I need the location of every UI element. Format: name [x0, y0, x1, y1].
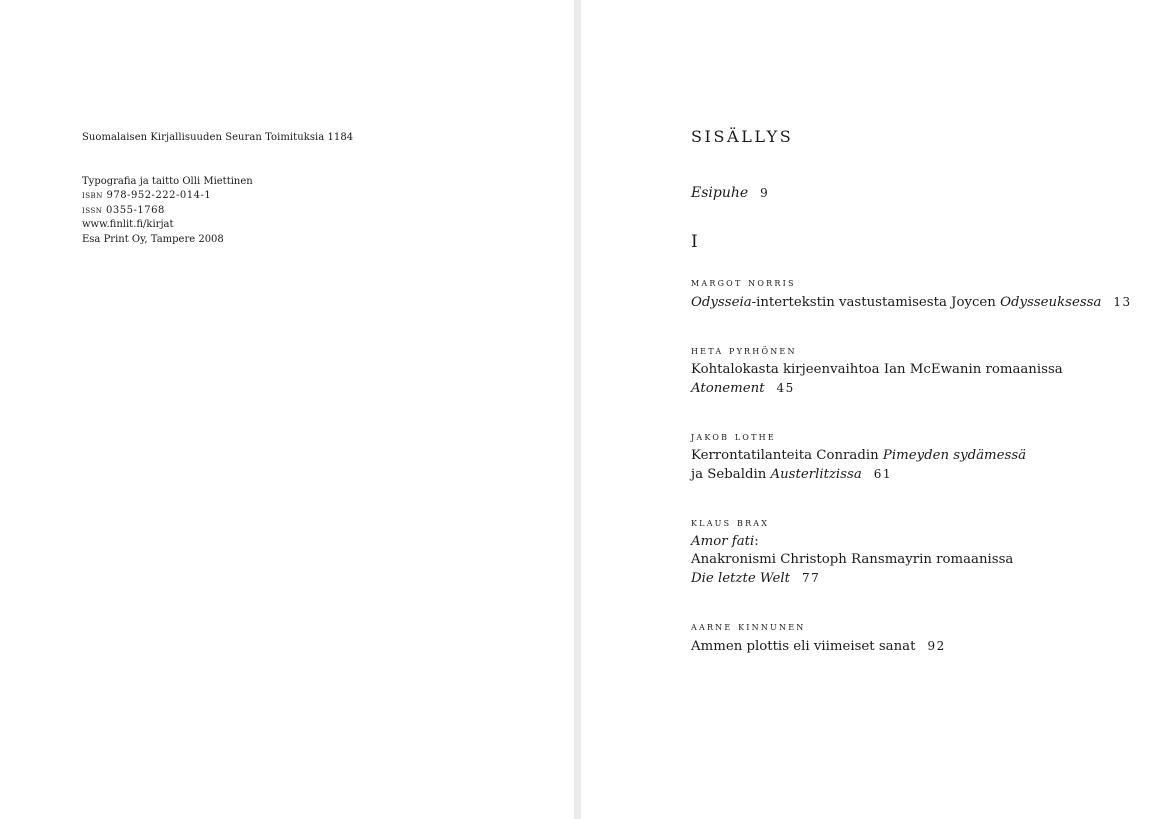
title-segment: -intertekstin vastustamisesta Joycen — [751, 295, 1001, 310]
left-page — [0, 0, 574, 819]
series-line: Suomalaisen Kirjallisuuden Seuran Toimituksia 1184 — [82, 132, 354, 143]
title-segment: : — [754, 534, 759, 549]
title-segment: Kohtalokasta kirjeenvaihtoa Ian McEwanin romaanissa — [691, 362, 1063, 377]
toc-entry-title — [691, 447, 1141, 484]
book-gutter — [574, 0, 581, 819]
title-segment: Austerlitzissa — [770, 467, 862, 482]
title-segment: Odysseuksessa — [1000, 295, 1102, 310]
issn-line: issn 0355-1768 — [82, 204, 165, 216]
title-segment: Odysseia — [691, 295, 752, 310]
toc-entry — [691, 620, 1141, 656]
toc-entry-page-number: 61 — [873, 467, 893, 481]
toc-entry-title-line — [691, 637, 1141, 656]
right-page — [581, 0, 1154, 819]
toc-entry-title-line — [691, 551, 1141, 569]
toc-entry-author: aarne kinnunen — [691, 620, 806, 633]
title-segment: Amor fati — [691, 534, 755, 549]
printer-line: Esa Print Oy, Tampere 2008 — [82, 233, 224, 245]
toc-entry-author: margot norris — [691, 276, 796, 289]
title-segment: Anakronismi Christoph Ransmayrin romaanissa — [691, 552, 1014, 567]
toc-entry-author: jakob lothe — [691, 430, 776, 443]
toc-entry — [691, 516, 1141, 588]
title-segment: ja Sebaldin — [691, 467, 771, 482]
toc-entry-page-number: 45 — [776, 381, 795, 395]
toc-entry-page-number: 77 — [801, 571, 821, 585]
toc-entry-title-line — [691, 465, 1141, 484]
toc-entry-title-line — [691, 533, 1141, 551]
toc-entry-title-line — [691, 447, 1141, 465]
title-segment: Kerrontatilanteita Conradin — [691, 448, 883, 463]
toc-entries — [691, 276, 1141, 656]
toc-entry-title-line — [691, 361, 1141, 379]
preface-title: Esipuhe — [691, 185, 749, 201]
title-segment: Atonement — [691, 381, 765, 396]
toc-entry-title-line — [691, 569, 1141, 588]
toc-entry-title — [691, 361, 1141, 398]
toc-heading: SISÄLLYS — [691, 127, 794, 146]
imprint-block — [82, 175, 253, 247]
toc-entry-title — [691, 293, 1141, 312]
typography-credit: Typografia ja taitto Olli Miettinen — [82, 176, 253, 187]
toc-entry-page-number: 13 — [1113, 295, 1132, 309]
toc-entry — [691, 430, 1141, 484]
toc-entry — [691, 344, 1141, 398]
isbn-line: isbn 978-952-222-014-1 — [82, 190, 212, 202]
toc-entry-author: heta pyrhönen — [691, 344, 797, 357]
website-line: www.finlit.fi/kirjat — [82, 219, 174, 231]
toc-entry-author: klaus brax — [691, 516, 770, 529]
section-numeral: I — [691, 232, 698, 252]
toc-entry-page-number: 92 — [927, 639, 946, 653]
title-segment: Die letzte Welt — [691, 571, 790, 586]
toc-preface — [691, 185, 769, 201]
toc-entry — [691, 276, 1141, 312]
title-segment: Pimeyden sydämessä — [882, 448, 1027, 463]
preface-page-number: 9 — [760, 186, 770, 200]
toc-entry-title — [691, 637, 1141, 656]
title-segment: Ammen plottis eli viimeiset sanat — [691, 639, 916, 654]
toc-entry-title-line — [691, 293, 1141, 312]
toc-entry-title-line — [691, 379, 1141, 398]
toc-entry-title — [691, 533, 1141, 588]
